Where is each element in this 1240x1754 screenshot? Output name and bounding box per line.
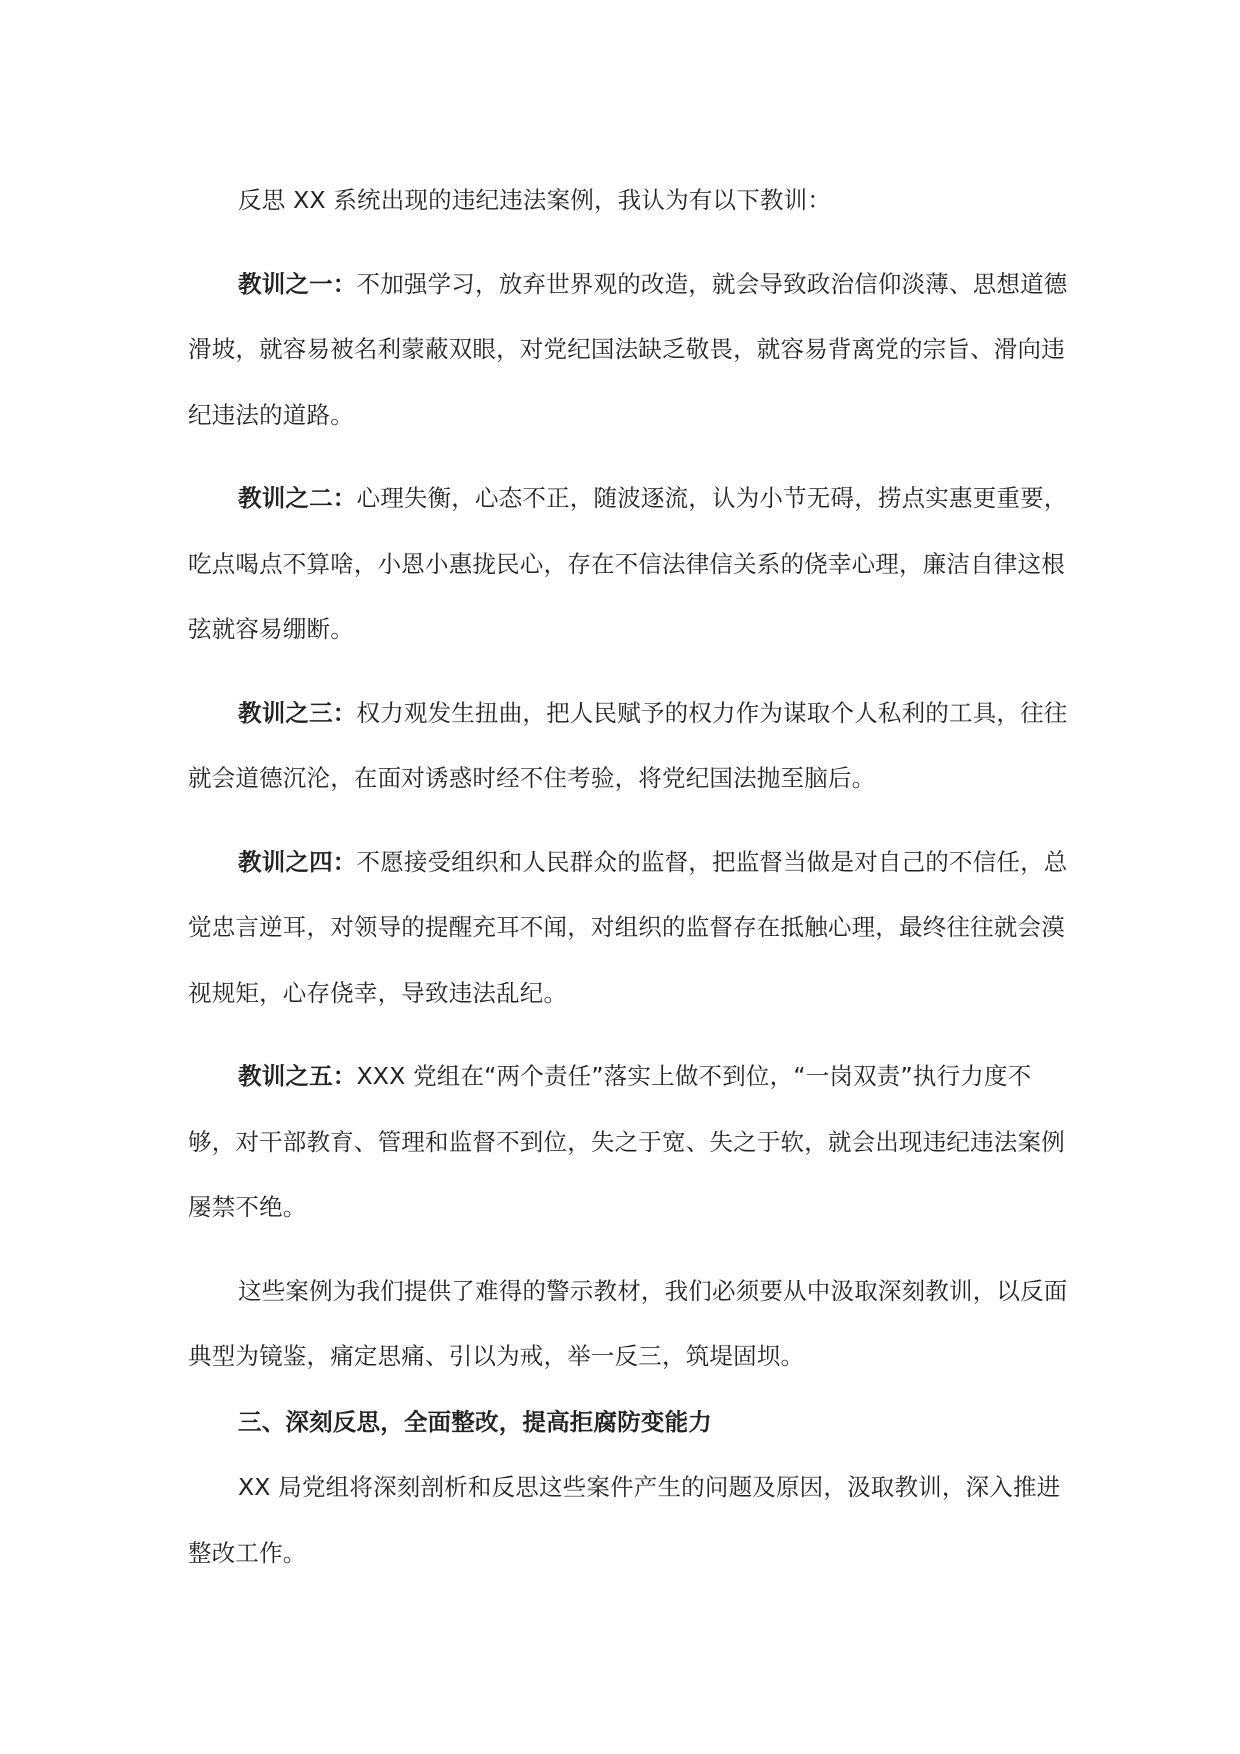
- lesson-paragraph-3: [188, 681, 1068, 812]
- lesson-text-1: 不加强学习，放弃世界观的改造，就会导致政治信仰淡薄、思想道德滑坡，就容易被名利蒙蔽双眼，对党纪国法缺乏敬畏，就容易背离党的宗旨、滑向违纪违法的道路。: [188, 269, 1068, 429]
- lesson-text-3: 权力观发生扭曲，把人民赋予的权力作为谋取个人私利的工具，往往就会道德沉沦，在面对诱惑时经不住考验，将党纪国法抛至脑后。: [188, 698, 1068, 792]
- lesson-label-1: 教训之一：: [238, 269, 357, 298]
- lesson-label-3: 教训之三：: [238, 698, 357, 727]
- document-page: [188, 168, 1068, 1586]
- section-heading: 三、深刻反思，全面整改，提高拒腐防变能力: [238, 1407, 712, 1436]
- lesson-label-4: 教训之四：: [238, 847, 357, 876]
- conclusion-paragraph: 这些案例为我们提供了难得的警示教材，我们必须要从中汲取深刻教训，以反面典型为镜鉴，痛定思痛、引以为戒，举一反三，筑堤固坝。: [188, 1276, 1068, 1370]
- lesson-text-5: XXX 党组在“两个责任”落实上做不到位，“一岗双责”执行力度不够，对干部教育、管理和监督不到位，失之于宽、失之于软，就会出现违纪违法案例屡禁不绝。: [188, 1062, 1065, 1221]
- intro-paragraph: 反思 XX 系统出现的违纪违法案例，我认为有以下教训：: [238, 186, 832, 214]
- lesson-text-4: 不愿接受组织和人民群众的监督，把监督当做是对自己的不信任，总觉忠言逆耳，对领导的提醒充耳不闻，对组织的监督存在抵触心理，最终往往就会漠视规矩，心存侥幸，导致违法乱纪。: [188, 847, 1068, 1007]
- lesson-label-5: 教训之五：: [238, 1062, 357, 1090]
- lesson-paragraph-5: [188, 1044, 1068, 1241]
- lesson-paragraph-1: [188, 252, 1068, 449]
- closing-paragraph: XX 局党组将深刻剖析和反思这些案件产生的问题及原因，汲取教训，深入推进整改工作。: [188, 1473, 1061, 1567]
- lesson-text-2: 心理失衡，心态不正，随波逐流，认为小节无碍，捞点实惠更重要，吃点喝点不算啥，小恩小惠拢民心，存在不信法律信关系的侥幸心理，廉洁自律这根弦就容易绷断。: [188, 484, 1068, 643]
- lesson-paragraph-2: [188, 466, 1068, 663]
- lesson-paragraph-4: [188, 830, 1068, 1027]
- lesson-label-2: 教训之二：: [238, 484, 357, 512]
